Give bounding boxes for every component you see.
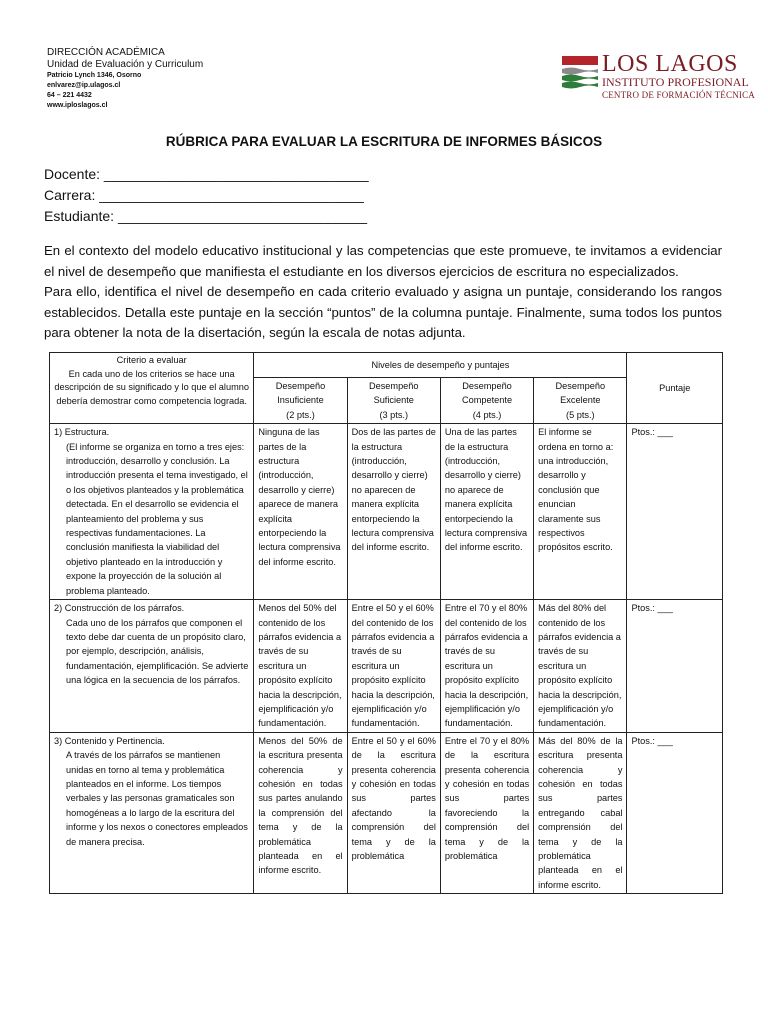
level-cell: El informe se ordena en torno a: una introducción, desarrollo y conclusión que enuncian claramente sus respectivos propósitos escrito.	[534, 424, 627, 600]
level-sufficient: Desempeño Suficiente (3 pts.)	[347, 378, 440, 424]
level-cell: Menos del 50% del contenido de los párrafos evidencia a través de su escritura un propósito explícito hacia la descripción, ejemplificación y/o fundamentación.	[254, 600, 347, 733]
level-cell: Una de las partes de la estructura (introducción, desarrollo y cierre) no aparece de manera explícita entorpeciendo la lectura comprensiva del informe escrito.	[440, 424, 533, 600]
criterion-cell	[50, 424, 254, 600]
website: www.iploslagos.cl	[47, 102, 108, 109]
points-field[interactable]: Ptos.: ___	[627, 600, 723, 733]
logo-name: LOS LAGOS	[602, 51, 738, 77]
phone: 64 – 221 4432	[47, 92, 92, 99]
table-row	[50, 424, 723, 600]
criterion-title: 1) Estructura.	[54, 427, 110, 438]
email: enlvarez@ip.ulagos.cl	[47, 82, 121, 89]
level-cell: Entre el 70 y el 80% del contenido de los párrafos evidencia a través de su escritura un propósito explícito hacia la descripción, ejemplificación y/o fundamentación.	[440, 600, 533, 733]
level-cell: Entre el 50 y el 60% de la escritura presenta coherencia y cohesión en todas sus partes afectando la comprensión del tema y de la problemática	[347, 732, 440, 893]
logo-subtitle-1: INSTITUTO PROFESIONAL	[602, 75, 749, 89]
address: Patricio Lynch 1346, Osorno	[47, 72, 142, 79]
criterion-cell	[50, 732, 254, 893]
institution-header	[47, 47, 203, 111]
intro-paragraph-1: En el contexto del modelo educativo institucional y las competencias que este promueve, te invitamos a evidenciar el nivel de desempeño que manifiesta el estudiante en los diversos ejercicios de escritura no especializados.	[44, 243, 722, 279]
criterion-cell	[50, 600, 254, 733]
los-lagos-logo	[562, 51, 755, 104]
career-field[interactable]: Carrera: __________________________________	[44, 187, 364, 203]
org-line-2: Unidad de Evaluación y Curriculum	[47, 59, 204, 70]
criterion-header: Criterio a evaluar En cada uno de los criterios se hace una descripción de su significado y lo que el alumno debería demostrar como competencia lograda.	[50, 353, 254, 424]
rubric-table	[49, 352, 723, 894]
level-cell: Entre el 70 y el 80% de la escritura presenta coherencia y cohesión en todas sus partes favoreciendo la comprensión del tema y de la problemática	[440, 732, 533, 893]
logo-subtitle-2: CENTRO DE FORMACIÓN TÉCNICA	[602, 90, 755, 100]
table-row	[50, 732, 723, 893]
form-fields	[44, 164, 369, 227]
levels-header: Niveles de desempeño y puntajes	[254, 353, 627, 378]
table-row	[50, 600, 723, 733]
criterion-title: 2) Construcción de los párrafos.	[54, 603, 185, 614]
level-cell: Entre el 50 y el 60% del contenido de los párrafos evidencia a través de su escritura un propósito explícito hacia la descripción, ejemplificación y/o fundamentación.	[347, 600, 440, 733]
level-cell: Más del 80% de la escritura presenta coherencia y cohesión en todas sus partes entregando cabal comprensión del tema y de la problemática planteada en el informe escrito.	[534, 732, 627, 893]
teacher-field[interactable]: Docente: __________________________________	[44, 166, 369, 182]
criterion-description: (El informe se organiza en torno a tres ejes: introducción, desarrollo y conclusión. La introducción presenta el tema investigado, el o los objetivos planteados y la problemática detectada. En el desarrollo se evidencia el planteamiento del problema y sus respectivas fundamentaciones. La conclusión manifiesta la viabilidad del objetivo planteado en la introducción y expone la proyección de la solución al problema planteado.	[66, 441, 248, 596]
header-row	[50, 353, 723, 378]
org-line-1: DIRECCIÓN ACADÉMICA	[47, 47, 165, 58]
level-insufficient: Desempeño Insuficiente (2 pts.)	[254, 378, 347, 424]
level-cell: Más del 80% del contenido de los párrafos evidencia a través de su escritura un propósito explícito hacia la descripción, ejemplificación y/o fundamentación.	[534, 600, 627, 733]
criterion-description: A través de los párrafos se mantienen unidas en torno al tema y problemática planteados en el informe. Los tiempos verbales y las personas gramaticales son homogéneas a lo largo de la escritura del informe y los nexos o conectores empleados de manera precisa.	[66, 750, 248, 847]
level-cell: Dos de las partes de la estructura (introducción, desarrollo y cierre) no aparecen de manera explícita entorpeciendo la lectura comprensiva del informe escrito.	[347, 424, 440, 600]
instructions	[44, 241, 722, 344]
flag-stripes-icon	[562, 56, 598, 90]
level-cell: Menos del 50% de la escritura presenta coherencia y cohesión en todas sus partes anulando la comprensión del tema y de la problemática planteada en el informe escrito.	[254, 732, 347, 893]
student-field[interactable]: Estudiante: ________________________________	[44, 208, 368, 224]
level-competent: Desempeño Competente (4 pts.)	[440, 378, 533, 424]
intro-paragraph-2: Para ello, identifica el nivel de desempeño en cada criterio evaluado y asigna un puntaje, considerando los rangos establecidos. Detalla este puntaje en la sección “puntos” de la columna puntaje. Finalmente, suma todos los puntos para obtener la nota de la disertación, según la escala de notas adjunta.	[44, 284, 722, 340]
level-cell: Ninguna de las partes de la estructura (introducción, desarrollo y cierre) aparece de manera explícita entorpeciendo la lectura comprensiva del informe escrito.	[254, 424, 347, 600]
level-excellent: Desempeño Excelente (5 pts.)	[534, 378, 627, 424]
criterion-description: Cada uno de los párrafos que componen el texto debe dar cuenta de un propósito claro, por ejemplo, descripción, análisis, fundamentación, ejemplificación. Se advierte una lógica en la secuencia de los párrafos.	[66, 617, 249, 686]
criterion-title: 3) Contenido y Pertinencia.	[54, 735, 165, 746]
points-field[interactable]: Ptos.: ___	[627, 424, 723, 600]
document-title: RÚBRICA PARA EVALUAR LA ESCRITURA DE INFORMES BÁSICOS	[165, 134, 603, 149]
points-field[interactable]: Ptos.: ___	[627, 732, 723, 893]
score-header: Puntaje	[627, 353, 723, 424]
